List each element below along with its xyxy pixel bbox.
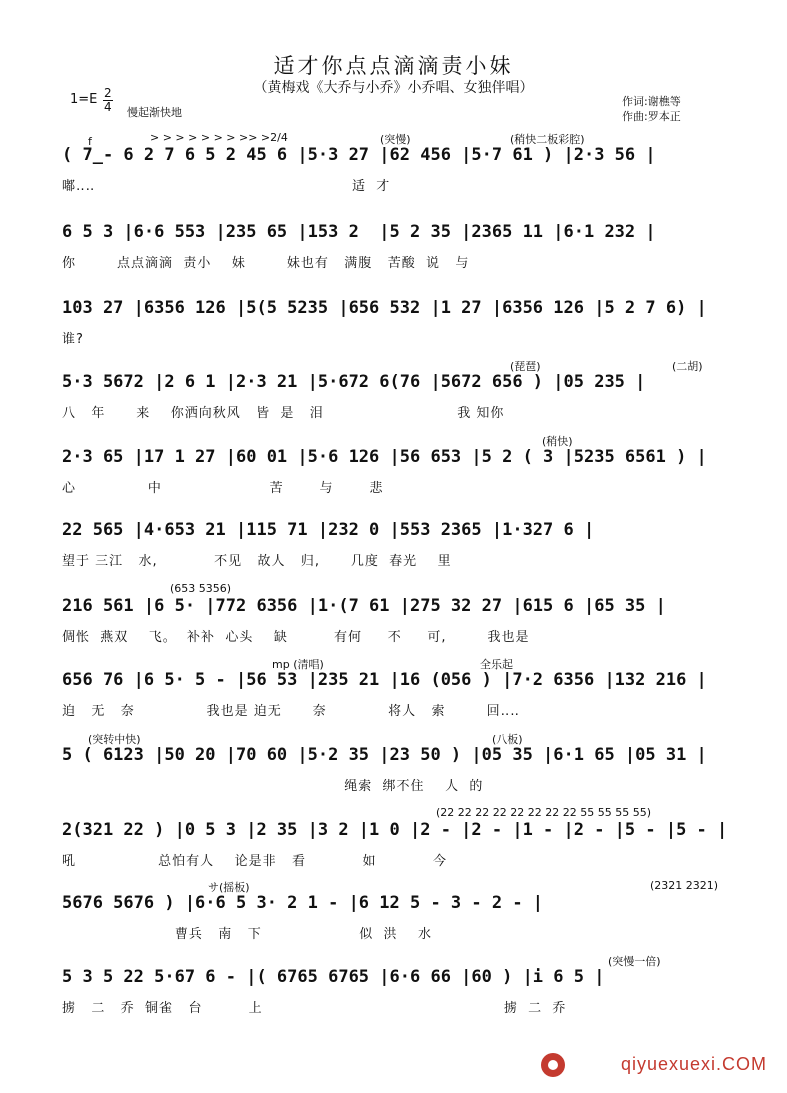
performance-marking: > > > > > > > >> >2/4	[150, 131, 288, 144]
performance-marking: f	[88, 135, 92, 148]
score-system-1	[62, 131, 722, 207]
notation-line: 2(321 22 ) |0 5 3 |2 35 |3 2 |1 0 |2 - |2 - |1 - |2 - |5 - |5 - |	[62, 820, 728, 840]
credits	[622, 94, 681, 124]
composer: 作曲:罗本正	[622, 110, 681, 123]
notation-line: 2·3 65 |17 1 27 |60 01 |5·6 126 |56 653 |5 2 ( 3 |5235 6561 ) |	[62, 447, 707, 467]
lyrics-line: 掳 二 乔 铜雀 台 上 掳 二 乔	[62, 1001, 567, 1016]
lyrics-line: 嘟‥‥ 适 才	[62, 179, 391, 194]
performance-marking: (琵琶)	[510, 360, 541, 373]
notation-line: 5 3 5 22 5·67 6 - |( 6765 6765 |6·6 66 |60 ) |i 6 5 |	[62, 967, 605, 987]
notation-line: 5676 5676 ) |6·6 5 3· 2 1 - |6 12 5 - 3 - 2 - |	[62, 893, 544, 913]
lyricist: 作词:谢樵等	[622, 95, 681, 108]
watermark-logo-icon	[541, 1053, 565, 1077]
performance-marking: (八板)	[492, 733, 523, 746]
notation-line: 5·3 5672 |2 6 1 |2·3 21 |5·672 6(76 |5672 656 ) |05 235 |	[62, 372, 646, 392]
lyrics-line: 倜怅 燕双 飞。 补补 心头 缺 有何 不 可, 我也是	[62, 630, 530, 645]
key-signature: 1=E	[70, 92, 98, 107]
score-system-5	[62, 435, 722, 509]
lyrics-line: 迫 无 奈 我也是 迫无 奈 将人 索 回‥‥	[62, 704, 520, 719]
watermark: qiyuexuexi.COM	[620, 1054, 767, 1074]
performance-marking: (突慢一倍)	[608, 955, 661, 968]
score-system-4	[62, 360, 722, 434]
lyrics-line: 八 年 来 你洒向秋风 皆 是 泪 我 知你	[62, 406, 505, 421]
notation-line: ( 7̲- 6 2 7 6 5 2 45 6 |5·3 27 |62 456 |5·7 61 ) |2·3 56 |	[62, 145, 656, 165]
time-signature	[103, 87, 113, 114]
notation-line: 5 ( 6123 |50 20 |70 60 |5·2 35 |23 50 ) |05 35 |6·1 65 |05 31 |	[62, 745, 707, 765]
lyrics-line: 吼 总怕有人 论是非 看 如 今	[62, 854, 447, 869]
performance-marking: (突慢)	[380, 133, 411, 146]
performance-marking: サ(摇板)	[208, 881, 250, 894]
meter-top: 2	[104, 86, 112, 100]
score-system-12	[62, 955, 722, 1029]
score-system-7	[62, 582, 722, 658]
page-subtitle: （黄梅戏《大乔与小乔》小乔唱、女独伴唱）	[253, 80, 534, 96]
performance-marking: (稍快二板彩腔)	[510, 133, 585, 146]
lyrics-line: 望于 三江 水, 不见 故人 归, 几度 春光 里	[62, 554, 452, 569]
performance-marking: (22 22 22 22 22 22 22 22 55 55 55 55)	[436, 806, 652, 819]
meter-bottom: 4	[104, 100, 112, 114]
lyrics-line: 曹兵 南 下 似 洪 水	[62, 927, 433, 942]
score-system-3	[62, 298, 722, 360]
notation-line: 6 5 3 |6·6 553 |235 65 |153 2 |5 2 35 |2365 11 |6·1 232 |	[62, 222, 656, 242]
score-system-9	[62, 733, 722, 807]
performance-marking: (653 5356)	[170, 582, 232, 595]
score-system-6	[62, 520, 722, 582]
score-system-8	[62, 658, 722, 732]
tempo-marking: 慢起渐快地	[127, 106, 182, 119]
lyrics-line: 绳索 绑不住 人 的	[62, 779, 484, 794]
notation-line: 22 565 |4·653 21 |115 71 |232 0 |553 2365 |1·327 6 |	[62, 520, 595, 540]
score-system-2	[62, 222, 722, 284]
lyrics-line: 心 中 苦 与 悲	[62, 481, 384, 496]
lyrics-line: 谁?	[62, 332, 84, 347]
performance-marking: (2321 2321)	[650, 879, 719, 892]
performance-marking: mp (清唱)	[272, 658, 324, 671]
notation-line: 216 561 |6 5· |772 6356 |1·(7 61 |275 32 27 |615 6 |65 35 |	[62, 596, 666, 616]
score-system-11	[62, 879, 722, 955]
notation-line: 103 27 |6356 126 |5(5 5235 |656 532 |1 27 |6356 126 |5 2 7 6) |	[62, 298, 707, 318]
performance-marking: (稍快)	[542, 435, 573, 448]
page-title: 适才你点点滴滴责小妹	[273, 54, 514, 78]
performance-marking: 全乐起	[480, 658, 513, 671]
score-system-10	[62, 806, 728, 882]
performance-marking: (二胡)	[672, 360, 703, 373]
lyrics-line: 你 点点滴滴 责小 妹 妹也有 满腹 苦酸 说 与	[62, 256, 470, 271]
performance-marking: (突转中快)	[88, 733, 141, 746]
notation-line: 656 76 |6 5· 5 - |56 53 |235 21 |16 (056 ) |7·2 6356 |132 216 |	[62, 670, 707, 690]
